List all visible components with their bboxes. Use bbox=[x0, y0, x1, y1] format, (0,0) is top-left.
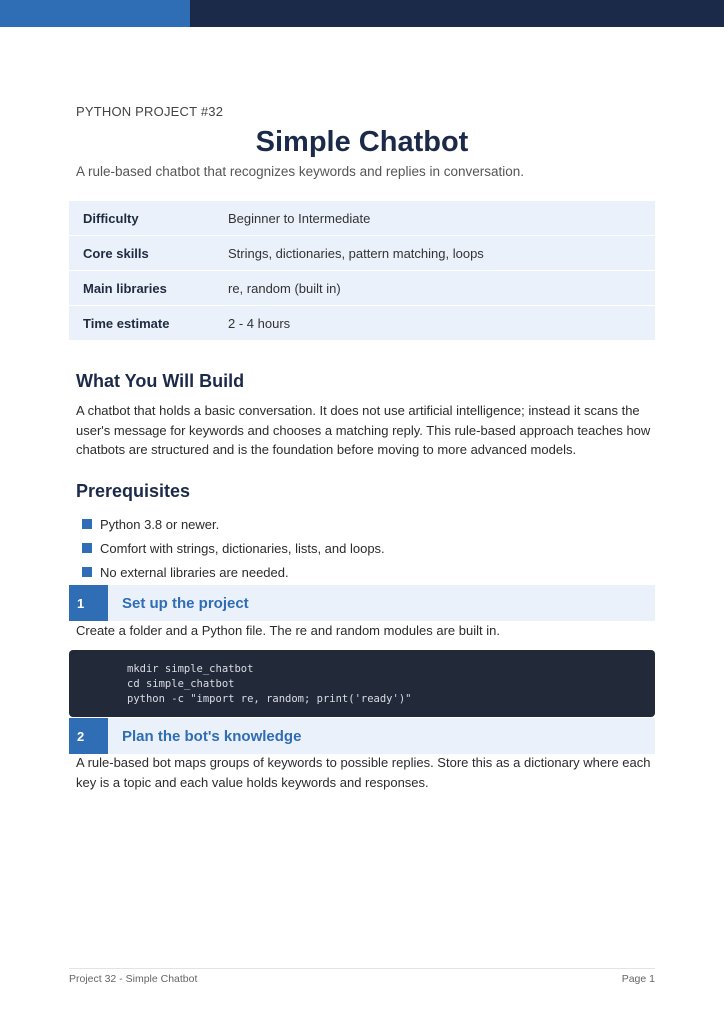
table-row bbox=[69, 271, 655, 306]
info-key: Main libraries bbox=[83, 280, 167, 296]
code-line: cd simple_chatbot bbox=[127, 678, 235, 690]
section-heading-build: What You Will Build bbox=[76, 371, 245, 391]
table-row bbox=[69, 201, 655, 236]
step-2-header bbox=[69, 718, 655, 754]
step-number: 2 bbox=[69, 718, 108, 754]
info-key: Core skills bbox=[83, 245, 149, 261]
footer-divider bbox=[69, 968, 655, 969]
step-number: 1 bbox=[69, 585, 108, 621]
project-label: PYTHON PROJECT #32 bbox=[76, 104, 224, 119]
list-item-text: No external libraries are needed. bbox=[100, 564, 289, 580]
footer-project-label: Project 32 - Simple Chatbot bbox=[69, 973, 198, 985]
step-2-body: A rule-based bot maps groups of keywords to possible replies. Store this as a dictionary where each key is a topic and each value holds keywords and responses. bbox=[76, 755, 651, 790]
code-line: python -c "import re, random; print('ready')" bbox=[127, 693, 412, 705]
page-subtitle: A rule-based chatbot that recognizes keywords and replies in conversation. bbox=[76, 164, 525, 179]
info-key: Time estimate bbox=[83, 315, 170, 331]
table-row bbox=[69, 236, 655, 271]
step-title: Set up the project bbox=[122, 594, 249, 612]
prerequisites-list bbox=[82, 512, 385, 584]
info-value: 2 - 4 hours bbox=[228, 315, 291, 331]
page-title: Simple Chatbot bbox=[255, 126, 469, 158]
step-title: Plan the bot's knowledge bbox=[122, 727, 302, 745]
list-item bbox=[82, 560, 385, 584]
step-1-header bbox=[69, 585, 655, 621]
top-banner-accent bbox=[0, 0, 190, 27]
bullet-square-icon bbox=[82, 519, 92, 529]
code-block bbox=[69, 650, 655, 717]
info-value: Strings, dictionaries, pattern matching, loops bbox=[228, 245, 484, 261]
footer-page-number: Page 1 bbox=[621, 973, 655, 985]
info-value: re, random (built in) bbox=[228, 280, 341, 296]
bullet-square-icon bbox=[82, 567, 92, 577]
list-item bbox=[82, 536, 385, 560]
info-key: Difficulty bbox=[83, 210, 139, 226]
step-1-body: Create a folder and a Python file. The re and random modules are built in. bbox=[76, 623, 500, 638]
bullet-square-icon bbox=[82, 543, 92, 553]
table-row bbox=[69, 306, 655, 340]
project-info-table bbox=[69, 201, 655, 340]
list-item bbox=[82, 512, 385, 536]
code-line: mkdir simple_chatbot bbox=[127, 663, 254, 675]
list-item-text: Comfort with strings, dictionaries, lists, and loops. bbox=[100, 540, 385, 556]
section-heading-prerequisites: Prerequisites bbox=[76, 481, 191, 501]
list-item-text: Python 3.8 or newer. bbox=[100, 516, 220, 532]
top-banner bbox=[0, 0, 724, 27]
info-value: Beginner to Intermediate bbox=[228, 210, 371, 226]
section-body-build: A chatbot that holds a basic conversation. It does not use artificial intelligence; instead it scans the user's message for keywords and chooses a matching reply. This rule-based approach teaches how chatbots are structured and is the foundation before moving to more advanced models. bbox=[76, 403, 651, 457]
